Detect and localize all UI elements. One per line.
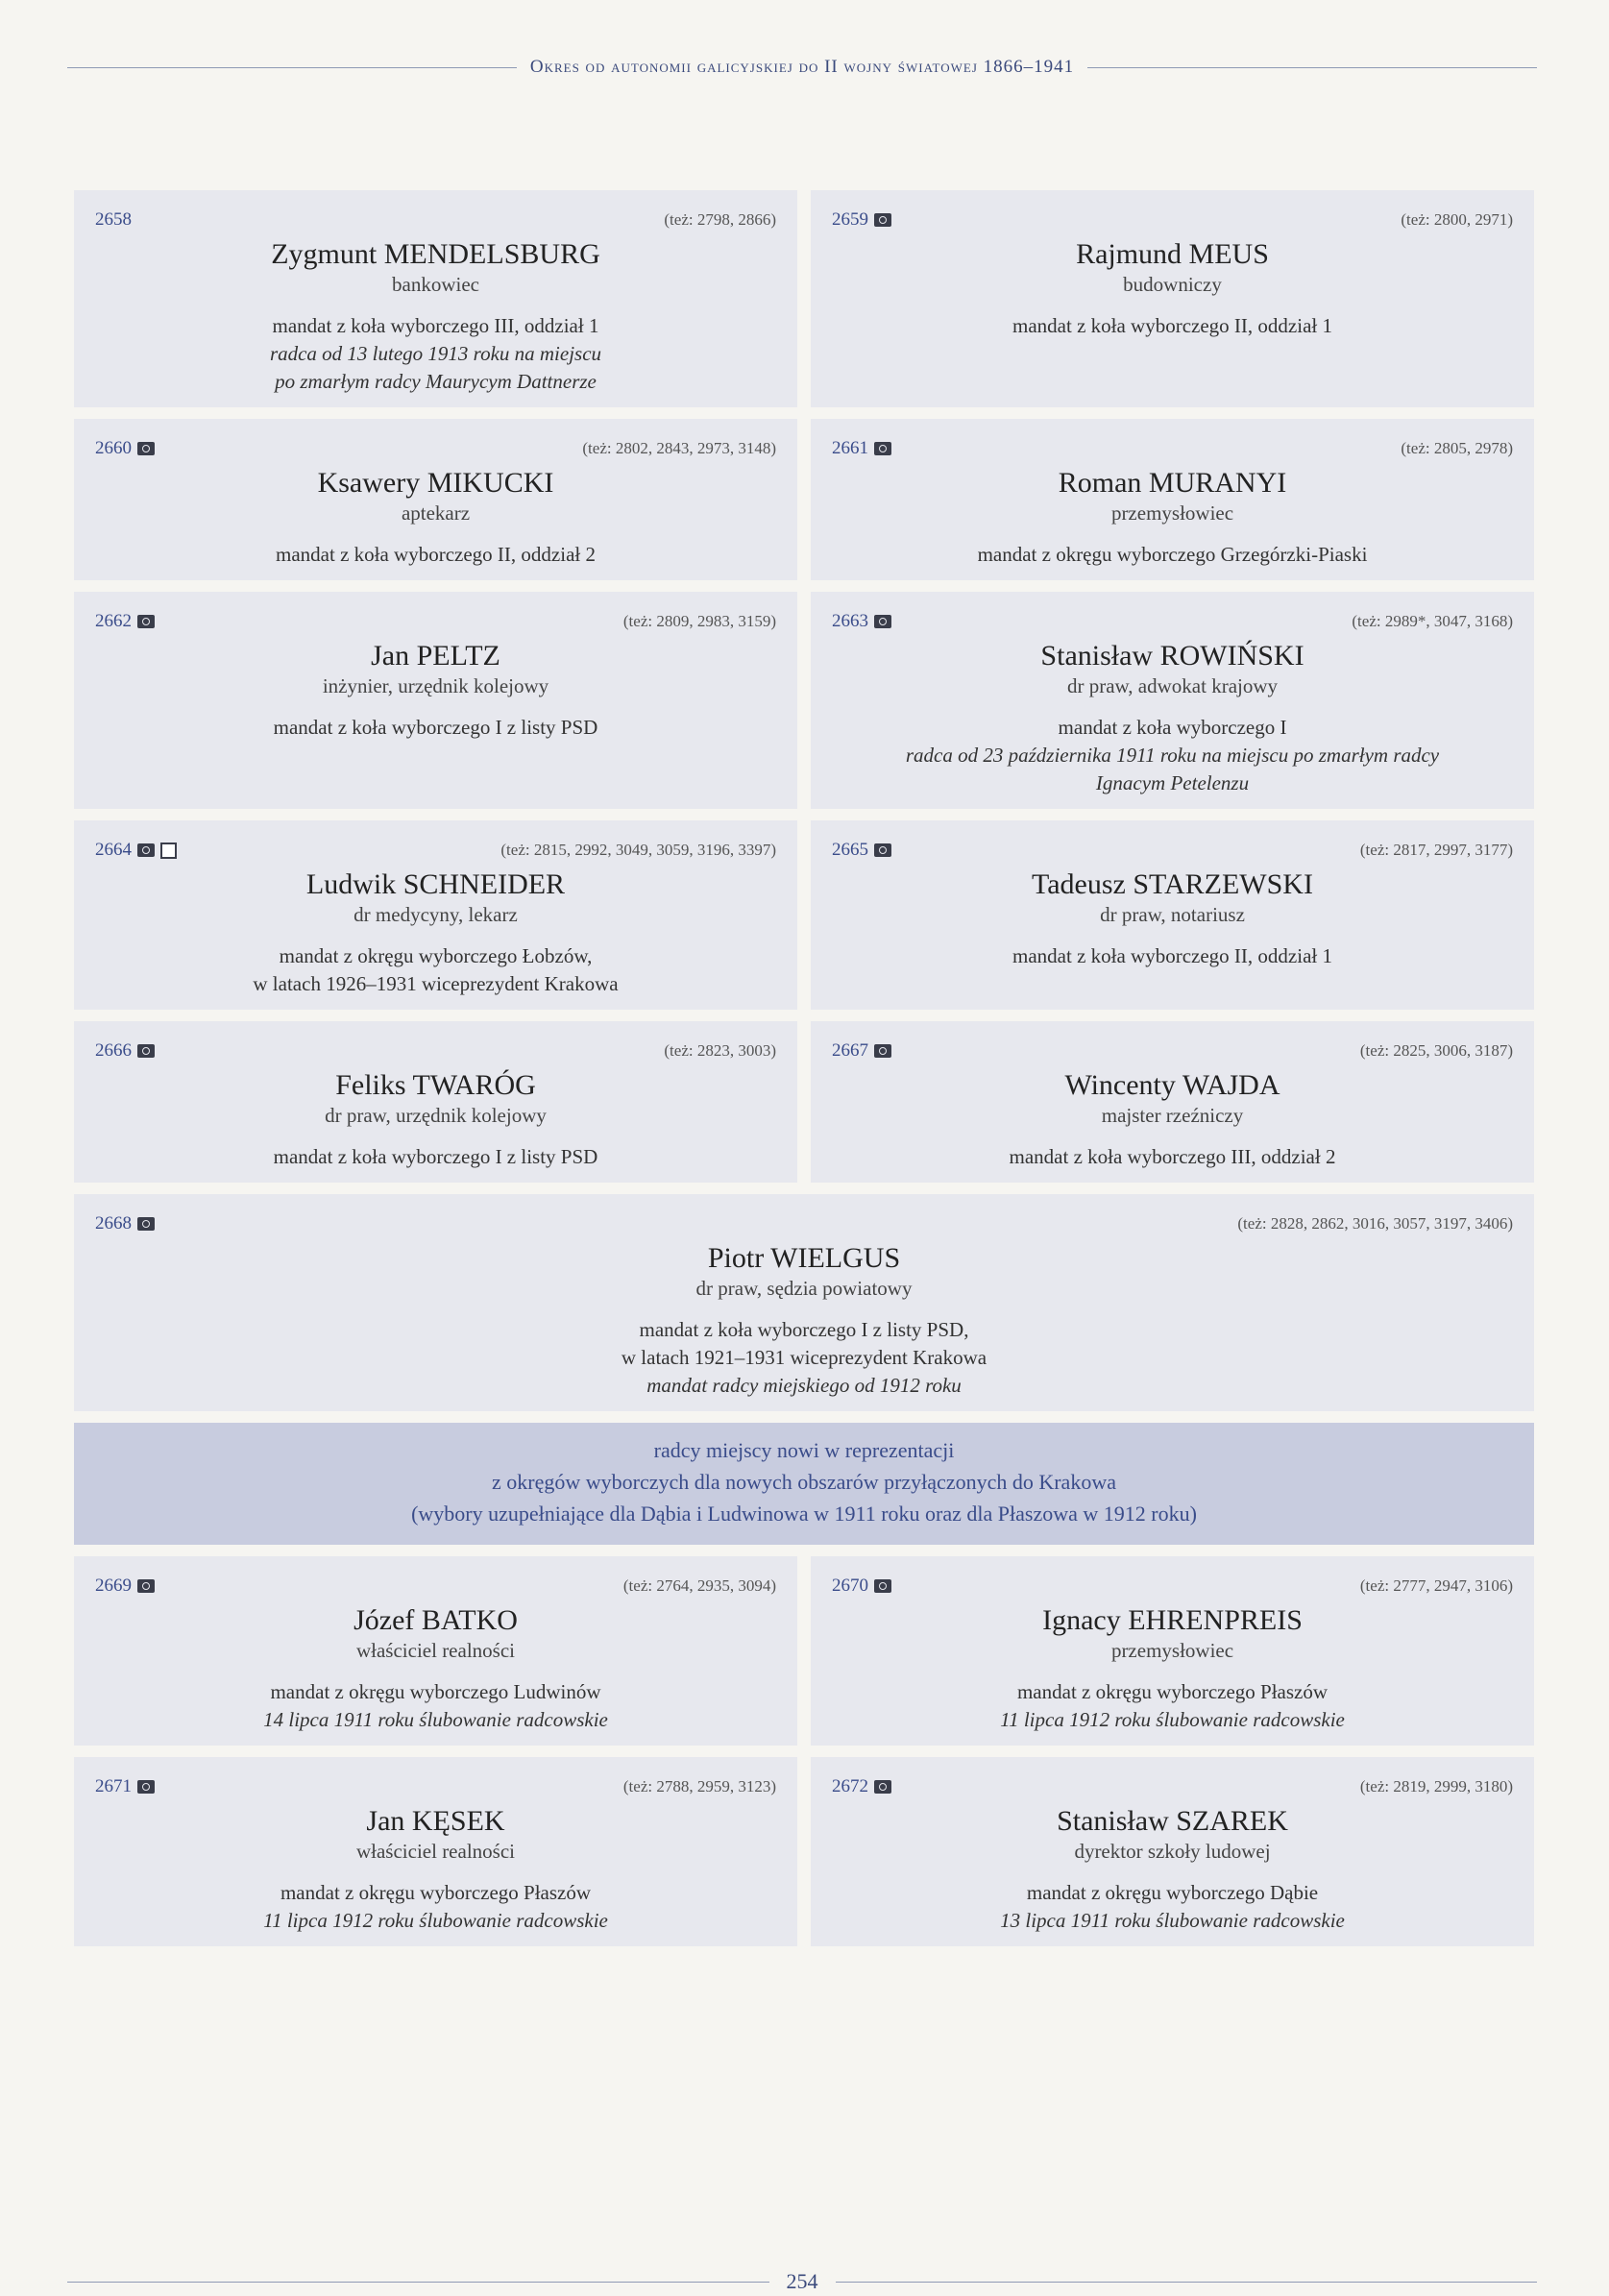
camera-icon [137,1217,155,1231]
entry-profession: przemysłowiec [1110,501,1234,525]
entry-detail-line: mandat z okręgu wyborczego Grzegórzki-Piaski [977,543,1368,566]
entry-row [74,592,1534,809]
entry-number: 2669 [95,1575,132,1596]
entry-number-wrap [832,209,891,231]
entry-top [832,1575,1513,1597]
camera-icon [874,442,891,455]
entry-references: (też: 2823, 3003) [664,1041,776,1060]
entry-card [811,1556,1534,1746]
entry-top [95,840,776,861]
entry-number: 2664 [95,840,132,860]
entry-top [832,840,1513,861]
entry-profession: dr medycyny, lekarz [353,903,518,926]
entry-card [811,190,1534,407]
entry-references: (też: 2989*, 3047, 3168) [1352,612,1513,630]
entry-number-wrap [95,438,155,459]
entry-number: 2665 [832,840,868,860]
entry-detail-line: mandat z okręgu wyborczego Płaszów [280,1881,592,1904]
camera-icon [874,615,891,628]
entry-detail-line: mandat z koła wyborczego II, oddział 1 [1012,944,1332,967]
entry-card [811,820,1534,1010]
entry-number: 2663 [832,611,868,631]
entry-detail-line: mandat z koła wyborczego II, oddział 1 [1012,314,1332,337]
entry-detail-line: 13 lipca 1911 roku ślubowanie radcowskie [1000,1909,1345,1932]
entry-detail-line: Ignacym Petelenzu [1095,771,1250,794]
entry-number-wrap [95,1040,155,1062]
entry-number-wrap [95,611,155,632]
entry-detail-line: w latach 1921–1931 wiceprezydent Krakowa [621,1346,987,1369]
entry-top [95,611,776,632]
entry-card [74,1021,797,1183]
camera-icon [137,442,155,455]
entry-top [95,209,776,231]
entry-references: (też: 2815, 2992, 3049, 3059, 3196, 3397) [500,841,776,859]
section-band-line: z okręgów wyborczych dla nowych obszarów przyłączonych do Krakowa [492,1470,1116,1494]
entry-references: (też: 2777, 2947, 3106) [1359,1576,1513,1595]
entry-top [832,209,1513,231]
entry-row [74,1757,1534,1946]
entry-name: Jan PELTZ [371,640,500,672]
entry-detail-line: mandat radcy miejskiego od 1912 roku [646,1374,962,1397]
entry-top [832,1040,1513,1062]
entry-number-wrap [832,1776,891,1797]
entry-card [74,592,797,809]
entry-name: Tadeusz STARZEWSKI [1032,868,1313,900]
section-band-line: radcy miejscy nowi w reprezentacji [653,1438,955,1462]
entry-top [95,1575,776,1597]
entry-number-wrap [832,1040,891,1062]
entries-grid [74,190,1534,1958]
entry-card [811,1757,1534,1946]
camera-icon [137,615,155,628]
entry-top [95,1040,776,1062]
entry-references: (też: 2788, 2959, 3123) [622,1777,776,1795]
entry-references: (też: 2809, 2983, 3159) [622,612,776,630]
section-band [74,1423,1534,1545]
section-band-line: (wybory uzupełniające dla Dąbia i Ludwinowa w 1911 roku oraz dla Płaszowa w 1912 roku) [411,1502,1197,1526]
camera-icon [874,1044,891,1058]
entry-card [811,592,1534,809]
entry-references: (też: 2828, 2862, 3016, 3057, 3197, 3406) [1237,1214,1513,1233]
camera-icon [137,843,155,857]
entry-profession: właściciel realności [355,1840,515,1863]
entry-top [832,438,1513,459]
entry-references: (też: 2817, 2997, 3177) [1359,841,1513,859]
entry-detail-line: radca od 13 lutego 1913 roku na miejscu [269,342,602,365]
entry-profession: dr praw, adwokat krajowy [1066,674,1279,697]
entry-row [74,190,1534,407]
entry-name: Stanisław ROWIŃSKI [1040,640,1304,672]
entry-profession: dyrektor szkoły ludowej [1074,1840,1271,1863]
entry-top [832,611,1513,632]
camera-icon [874,843,891,857]
entry-card [811,1021,1534,1183]
page-number: 254 [786,2269,818,2293]
entry-detail-line: 11 lipca 1912 roku ślubowanie radcowskie [263,1909,608,1932]
entry-detail-line: mandat z koła wyborczego I z listy PSD [273,1145,598,1168]
entry-name: Piotr WIELGUS [707,1242,901,1274]
entry-detail-line: mandat z koła wyborczego III, oddział 1 [272,314,599,337]
entry-number-wrap [832,611,891,632]
entry-number: 2672 [832,1776,868,1796]
header-rule-right [1087,67,1537,68]
entry-detail-line: mandat z okręgu wyborczego Dąbie [1026,1881,1319,1904]
entry-profession: aptekarz [401,501,471,525]
entry-row [74,1556,1534,1746]
entry-detail-line: mandat z okręgu wyborczego Płaszów [1016,1680,1329,1703]
entry-number-wrap [832,1575,891,1597]
entry-number-wrap [95,1213,155,1234]
entry-top [95,438,776,459]
entry-profession: przemysłowiec [1110,1639,1234,1662]
entry-name: Feliks TWARÓG [335,1069,536,1101]
entry-top [95,1213,1513,1234]
entry-name: Wincenty WAJDA [1064,1069,1280,1101]
entry-number-wrap [832,840,891,861]
footer-rule-left [67,2282,769,2283]
entry-profession: dr praw, notariusz [1100,903,1245,926]
entry-references: (też: 2764, 2935, 3094) [622,1576,776,1595]
entry-name: Ksawery MIKUCKI [317,467,554,499]
entry-card [74,1556,797,1746]
entry-name: Ignacy EHRENPREIS [1042,1604,1303,1636]
entry-card [74,1757,797,1946]
entry-references: (też: 2805, 2978) [1401,439,1513,457]
entry-card [811,419,1534,580]
header-rule-left [67,67,517,68]
entry-profession: właściciel realności [355,1639,515,1662]
entry-card [74,1194,1534,1411]
entry-top [832,1776,1513,1797]
entry-detail-line: w latach 1926–1931 wiceprezydent Krakowa [253,972,619,995]
entry-name: Zygmunt MENDELSBURG [271,238,600,270]
entry-references: (też: 2798, 2866) [664,210,776,229]
entry-profession: bankowiec [392,273,479,296]
entry-profession: dr praw, sędzia powiatowy [695,1277,913,1300]
entry-detail-line: 11 lipca 1912 roku ślubowanie radcowskie [1000,1708,1345,1731]
footer-rule-right [836,2282,1538,2283]
entry-name: Rajmund MEUS [1076,238,1269,270]
entry-detail-line: mandat z koła wyborczego III, oddział 2 [1009,1145,1336,1168]
entry-number: 2667 [832,1040,868,1061]
entry-name: Ludwik SCHNEIDER [305,868,566,900]
entry-row [74,820,1534,1010]
entry-card [74,820,797,1010]
entry-number: 2661 [832,438,868,458]
square-icon [160,843,177,859]
entry-profession: majster rzeźniczy [1101,1104,1244,1127]
entry-detail-line: mandat z koła wyborczego II, oddział 2 [276,543,596,566]
entry-detail-line: mandat z okręgu wyborczego Ludwinów [270,1680,601,1703]
entry-row [74,1194,1534,1411]
entry-number-wrap [832,438,891,459]
camera-icon [874,1579,891,1593]
camera-icon [137,1780,155,1794]
entry-number-wrap [95,1776,155,1797]
entry-card [74,190,797,407]
camera-icon [137,1044,155,1058]
entry-card [74,419,797,580]
entry-profession: inżynier, urzędnik kolejowy [322,674,549,697]
entry-number: 2660 [95,438,132,458]
entry-number: 2671 [95,1776,132,1796]
entry-number: 2666 [95,1040,132,1061]
page-footer [67,2267,1537,2296]
entry-detail-line: 14 lipca 1911 roku ślubowanie radcowskie [263,1708,608,1731]
entry-number: 2670 [832,1575,868,1596]
entry-row [74,1021,1534,1183]
entry-top [95,1776,776,1797]
entry-name: Stanisław SZAREK [1057,1805,1288,1837]
entry-name: Jan KĘSEK [366,1805,505,1837]
entry-detail-line: mandat z okręgu wyborczego Łobzów, [279,944,593,967]
entry-number: 2668 [95,1213,132,1233]
entry-row [74,419,1534,580]
entry-detail-line: po zmarłym radcy Maurycym Dattnerze [275,370,597,393]
entry-name: Roman MURANYI [1058,467,1287,499]
entry-number-wrap [95,209,132,231]
entry-detail-line: mandat z koła wyborczego I z listy PSD [273,716,598,739]
entry-detail-line: mandat z koła wyborczego I [1058,716,1287,739]
entry-profession: budowniczy [1123,273,1222,296]
entry-name: Józef BATKO [353,1604,518,1636]
running-head-title: Okres od autonomii galicyjskiej do II wojny światowej 1866–1941 [529,57,1075,77]
camera-icon [874,213,891,227]
entry-detail-line: mandat z koła wyborczego I z listy PSD, [639,1318,969,1341]
entry-references: (też: 2800, 2971) [1401,210,1513,229]
entry-number: 2662 [95,611,132,631]
camera-icon [874,1780,891,1794]
entry-detail-line: radca od 23 października 1911 roku na miejscu po zmarłym radcy [905,744,1440,767]
entry-references: (też: 2825, 3006, 3187) [1359,1041,1513,1060]
entry-number-wrap [95,1575,155,1597]
entry-number-wrap [95,840,177,861]
camera-icon [137,1579,155,1593]
entry-references: (też: 2802, 2843, 2973, 3148) [582,439,776,457]
entry-number: 2659 [832,209,868,230]
entry-references: (też: 2819, 2999, 3180) [1359,1777,1513,1795]
entry-profession: dr praw, urzędnik kolejowy [325,1104,547,1127]
running-head [67,53,1537,82]
entry-number: 2658 [95,209,132,230]
